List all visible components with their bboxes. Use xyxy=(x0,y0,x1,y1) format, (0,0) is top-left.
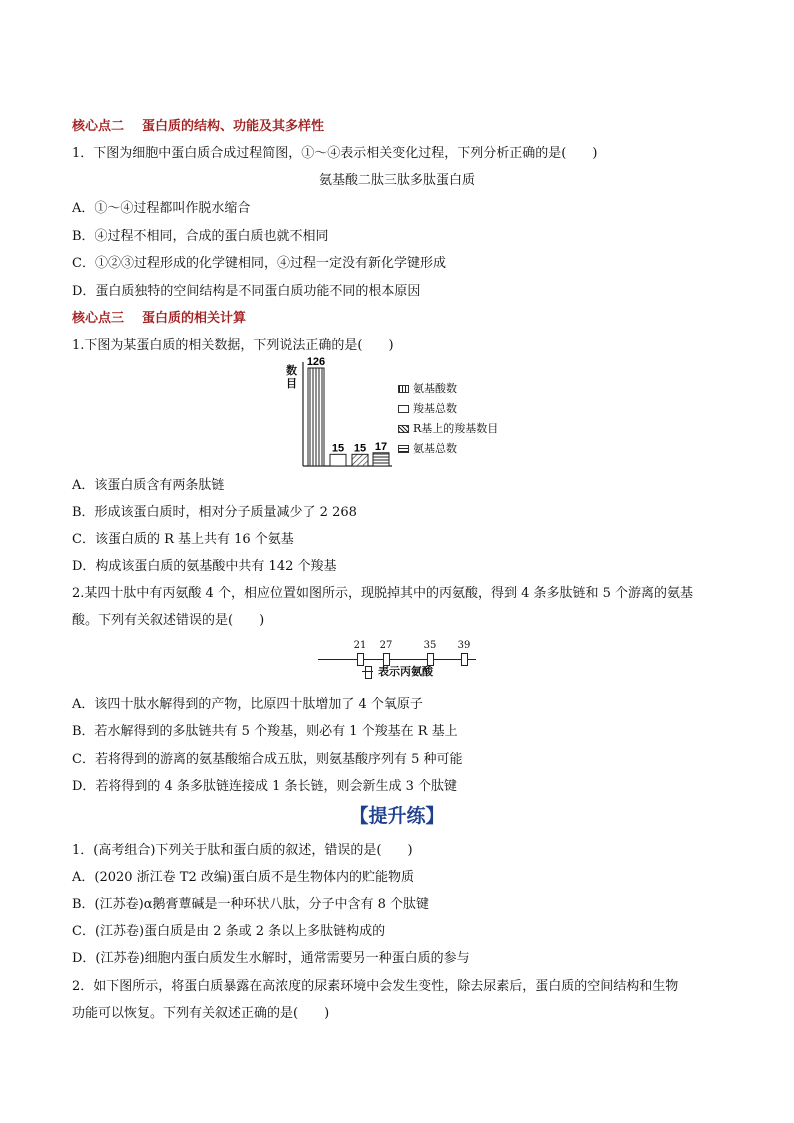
section2-heading xyxy=(72,118,324,136)
position-label: 21 xyxy=(353,640,367,651)
imp-q1-option-d: D．(江苏卷)细胞内蛋白质发生水解时，通常需要另一种蛋白质的参与 xyxy=(72,951,470,966)
improve-title: 【提升练】 xyxy=(349,805,445,827)
s3-q2-stem-line2: 酸。下列有关叙述错误的是( ) xyxy=(72,613,265,628)
legend-label: R基上的羧基数目 xyxy=(413,422,499,435)
position-label: 35 xyxy=(423,640,437,651)
legend-label: 羧基总数 xyxy=(413,402,457,415)
legend-swatch-diagonal xyxy=(398,425,409,433)
legend-alanine-marker xyxy=(365,666,372,679)
s3-q1-option-b: B．形成该蛋白质时，相对分子质量减少了 2 268 xyxy=(72,505,357,520)
section2-heading-label: 核心点二 xyxy=(72,119,125,134)
imp-q1-option-a: A．(2020 浙江卷 T2 改编)蛋白质不是生物体内的贮能物质 xyxy=(72,870,414,885)
imp-q1-option-b: B．(江苏卷)α鹅膏蕈碱是一种环状八肽，分子中含有 8 个肽键 xyxy=(72,897,430,912)
imp-q2-stem-line2: 功能可以恢复。下列有关叙述正确的是( ) xyxy=(72,1006,330,1021)
legend-label: 氨基酸数 xyxy=(413,382,457,395)
chart-plot xyxy=(270,356,395,470)
s3-q1-option-d: D．构成该蛋白质的氨基酸中共有 142 个羧基 xyxy=(72,559,337,574)
legend-swatch-horizontal xyxy=(398,445,409,453)
section2-heading-title: 蛋白质的结构、功能及其多样性 xyxy=(142,119,325,134)
alanine-position-diagram xyxy=(318,638,478,690)
bar-amino-acids xyxy=(308,368,324,466)
legend-item-carboxyl-total xyxy=(398,403,457,415)
legend-item-amino-acids xyxy=(398,383,457,395)
bar-value-label: 17 xyxy=(374,440,388,453)
s3-q2-option-d: D．若将得到的 4 条多肽链连接成 1 条长链，则会新生成 3 个肽键 xyxy=(72,779,458,794)
s3-q2-option-b: B．若水解得到的多肽链共有 5 个羧基，则必有 1 个羧基在 R 基上 xyxy=(72,724,458,739)
alanine-marker xyxy=(461,653,468,666)
section3-heading-label: 核心点三 xyxy=(72,311,125,326)
section3-heading xyxy=(72,310,246,328)
imp-q2-stem-line1: 2．如下图所示，将蛋白质暴露在高浓度的尿素环境中会发生变性，除去尿素后，蛋白质的空间结构和生物 xyxy=(72,979,679,994)
legend-item-r-carboxyl xyxy=(398,423,498,435)
s2-q1-option-b: B．④过程不相同，合成的蛋白质也就不相同 xyxy=(72,229,329,244)
imp-q1-option-c: C．(江苏卷)蛋白质是由 2 条或 2 条以上多肽链构成的 xyxy=(72,924,386,939)
bar-value-label: 126 xyxy=(306,356,326,368)
s3-q2-option-a: A．该四十肽水解得到的产物，比原四十肽增加了 4 个氧原子 xyxy=(72,697,423,712)
alanine-marker xyxy=(357,653,364,666)
legend-label: 氨基总数 xyxy=(413,442,457,455)
legend-swatch-blank xyxy=(398,405,409,413)
chart-ylabel: 数目 xyxy=(286,364,297,390)
peptide-chain-line xyxy=(318,659,476,660)
s2-q1-option-c: C．①②③过程形成的化学键相同，④过程一定没有新化学键形成 xyxy=(72,256,446,271)
bar-r-carboxyl xyxy=(352,454,368,466)
s3-q1-option-a: A．该蛋白质含有两条肽链 xyxy=(72,478,225,493)
bar-carboxyl-total xyxy=(330,454,346,466)
s3-q2-stem-line1: 2.某四十肽中有丙氨酸 4 个，相应位置如图所示，现脱掉其中的丙氨酸，得到 4 条多肽链和 5 个游离的氨基 xyxy=(72,586,694,601)
position-label: 27 xyxy=(379,640,393,651)
s2-q1-figure-text: 氨基酸二肽三肽多肽蛋白质 xyxy=(318,173,475,188)
bar-value-label: 15 xyxy=(353,442,367,455)
alanine-legend-label: 表示丙氨酸 xyxy=(378,665,433,678)
imp-q1-stem: 1．(高考组合)下列关于肽和蛋白质的叙述，错误的是( ) xyxy=(72,843,413,858)
s3-q1-stem: 1.下图为某蛋白质的相关数据，下列说法正确的是( ) xyxy=(72,338,394,353)
s3-q1-option-c: C．该蛋白质的 R 基上共有 16 个氨基 xyxy=(72,532,294,547)
s2-q1-stem: 1．下图为细胞中蛋白质合成过程简图，①～④表示相关变化过程，下列分析正确的是( ) xyxy=(72,146,598,161)
section3-heading-title: 蛋白质的相关计算 xyxy=(142,311,247,326)
bar-amino-total xyxy=(373,453,389,466)
position-label: 39 xyxy=(457,640,471,651)
s2-q1-option-d: D．蛋白质独特的空间结构是不同蛋白质功能不同的根本原因 xyxy=(72,284,421,299)
legend-swatch-vertical xyxy=(398,385,409,393)
s3-q2-option-c: C．若将得到的游离的氨基酸缩合成五肽，则氨基酸序列有 5 种可能 xyxy=(72,752,463,767)
legend-item-amino-total xyxy=(398,443,457,455)
protein-bar-chart xyxy=(270,356,530,470)
s2-q1-option-a: A．①～④过程都叫作脱水缩合 xyxy=(72,201,251,216)
bar-value-label: 15 xyxy=(331,442,345,455)
